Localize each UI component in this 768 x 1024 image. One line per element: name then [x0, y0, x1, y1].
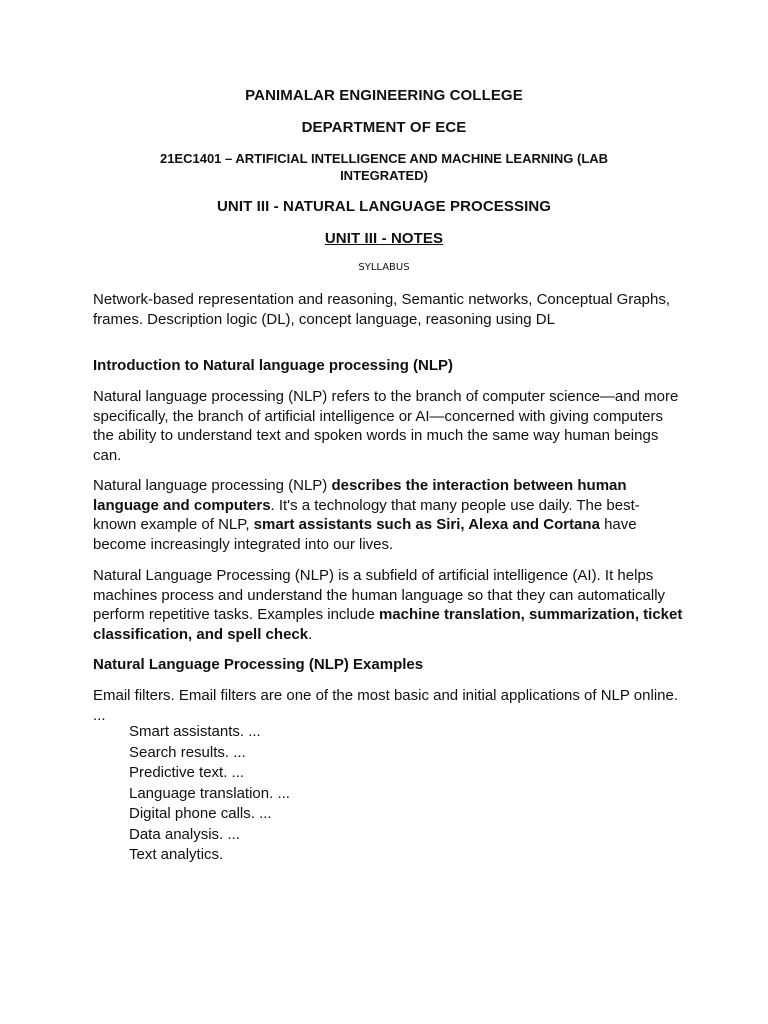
syllabus-text: Network-based representation and reasoning, Semantic networks, Conceptual Graphs, frames. Description logic (DL), concept language, reasoning using DL — [93, 291, 670, 328]
p2-bold-d: smart assistants such as Siri, Alexa and Cortana — [253, 516, 600, 533]
unit-title: UNIT III - NATURAL LANGUAGE PROCESSING — [216, 198, 552, 215]
department-name: DEPARTMENT OF ECE — [301, 119, 467, 136]
list-item: Predictive text. ... — [129, 764, 245, 781]
p2-bold-b: describes the interaction between human language and computers — [93, 477, 627, 514]
examples-list — [129, 722, 290, 866]
college-name: PANIMALAR ENGINEERING COLLEGE — [245, 87, 523, 104]
intro-paragraph-3 — [93, 566, 683, 644]
p3-text-c: . — [308, 625, 313, 643]
list-item: Smart assistants. ... — [129, 723, 261, 740]
list-item: Digital phone calls. ... — [129, 805, 272, 822]
intro-paragraph-1: Natural language processing (NLP) refers to the branch of computer science—and more specifically, the branch of artificial intelligence or AI—concerned with giving computers the ability to understand text and spoken words in much the same way human beings can. — [93, 388, 679, 464]
p3-bold-b: machine translation, summarization, ticket classification, and spell check — [93, 606, 683, 643]
p3-text-a: Natural Language Processing (NLP) is a subfield of artificial intelligence (AI). It helps machines process and understand the human language so that they can automatically perform repetitive tasks. Examples include — [93, 567, 666, 623]
intro-heading: Introduction to Natural language processing (NLP) — [93, 357, 454, 374]
syllabus-label: SYLLABUS — [358, 262, 410, 273]
intro-paragraph-2 — [93, 476, 683, 554]
course-title: 21EC1401 – ARTIFICIAL INTELLIGENCE AND MACHINE LEARNING (LAB INTEGRATED) — [159, 151, 609, 183]
list-item: Search results. ... — [129, 743, 246, 761]
p2-text-a: Natural language processing (NLP) — [93, 477, 332, 494]
list-item: Data analysis. ... — [129, 825, 240, 843]
list-item: Text analytics. — [129, 846, 224, 863]
examples-intro: Email filters. Email filters are one of the most basic and initial applications of NLP online. ... — [93, 687, 679, 724]
list-item: Language translation. ... — [129, 784, 290, 802]
examples-heading: Natural Language Processing (NLP) Examples — [93, 656, 424, 673]
notes-title: UNIT III - NOTES — [324, 230, 444, 247]
p2-text-e: have become increasingly integrated into our lives. — [93, 516, 637, 553]
p2-text-c: . It's a technology that many people use daily. The best-known example of NLP, — [93, 496, 640, 533]
